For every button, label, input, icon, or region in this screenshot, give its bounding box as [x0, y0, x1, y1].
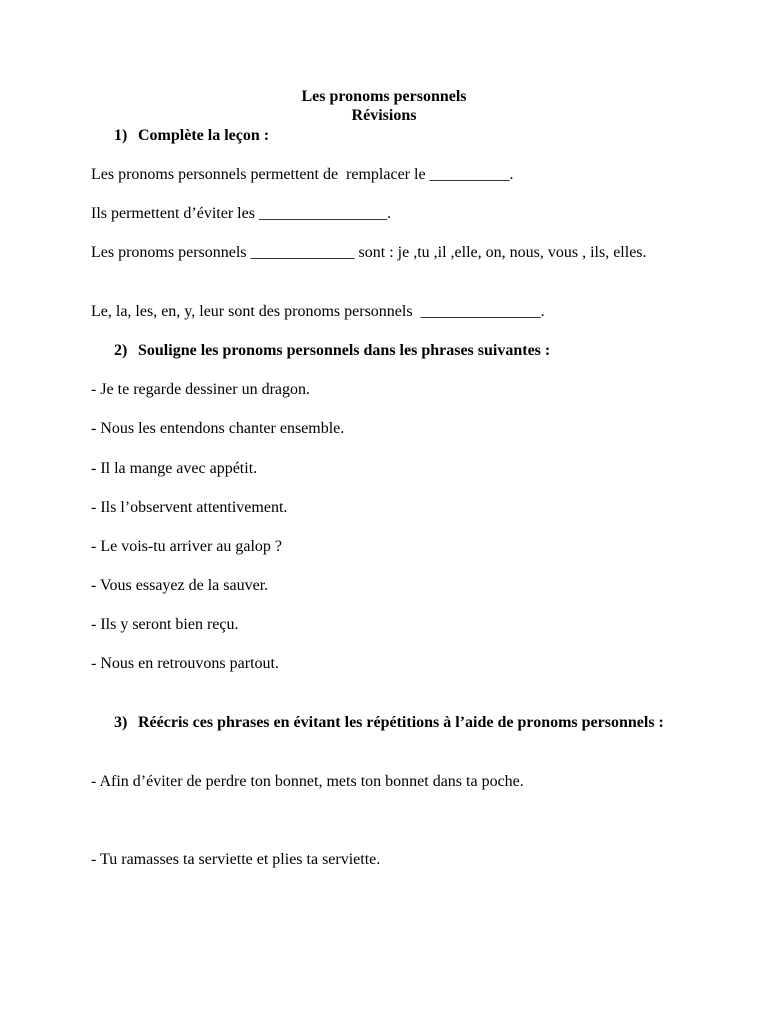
- sentence-item: - Nous en retrouvons partout.: [91, 655, 279, 672]
- rewrite-sentence-2: - Tu ramasses ta serviette et plies ta serviette.: [91, 851, 381, 868]
- lesson-line-2: Ils permettent d’éviter les ________________.: [91, 205, 391, 222]
- sentence-item: - Il la mange avec appétit.: [91, 460, 258, 477]
- section-3-number: 3): [114, 714, 128, 731]
- section-3-heading: Réécris ces phrases en évitant les répétitions à l’aide de pronoms personnels :: [138, 714, 664, 731]
- section-1-number: 1): [114, 127, 128, 144]
- sentence-item: - Le vois-tu arriver au galop ?: [91, 538, 283, 555]
- worksheet-subtitle: Révisions: [351, 107, 417, 124]
- section-2-number: 2): [114, 342, 128, 359]
- sentence-item: - Ils y seront bien reçu.: [91, 616, 239, 633]
- lesson-line-3: Les pronoms personnels _____________ sont : je ,tu ,il ,elle, on, nous, vous , ils, elles.: [91, 244, 647, 261]
- sentence-item: - Ils l’observent attentivement.: [91, 499, 288, 516]
- sentence-item: - Je te regarde dessiner un dragon.: [91, 381, 311, 398]
- worksheet-title: Les pronoms personnels: [301, 88, 467, 105]
- lesson-line-4: Le, la, les, en, y, leur sont des pronoms personnels _______________.: [91, 303, 545, 320]
- lesson-line-1: Les pronoms personnels permettent de remplacer le __________.: [91, 166, 514, 183]
- section-2-heading: Souligne les pronoms personnels dans les phrases suivantes :: [138, 342, 551, 359]
- rewrite-sentence-1: - Afin d’éviter de perdre ton bonnet, mets ton bonnet dans ta poche.: [91, 773, 524, 790]
- sentence-item: - Vous essayez de la sauver.: [91, 577, 269, 594]
- section-1-heading: Complète la leçon :: [138, 127, 270, 144]
- sentence-item: - Nous les entendons chanter ensemble.: [91, 420, 345, 437]
